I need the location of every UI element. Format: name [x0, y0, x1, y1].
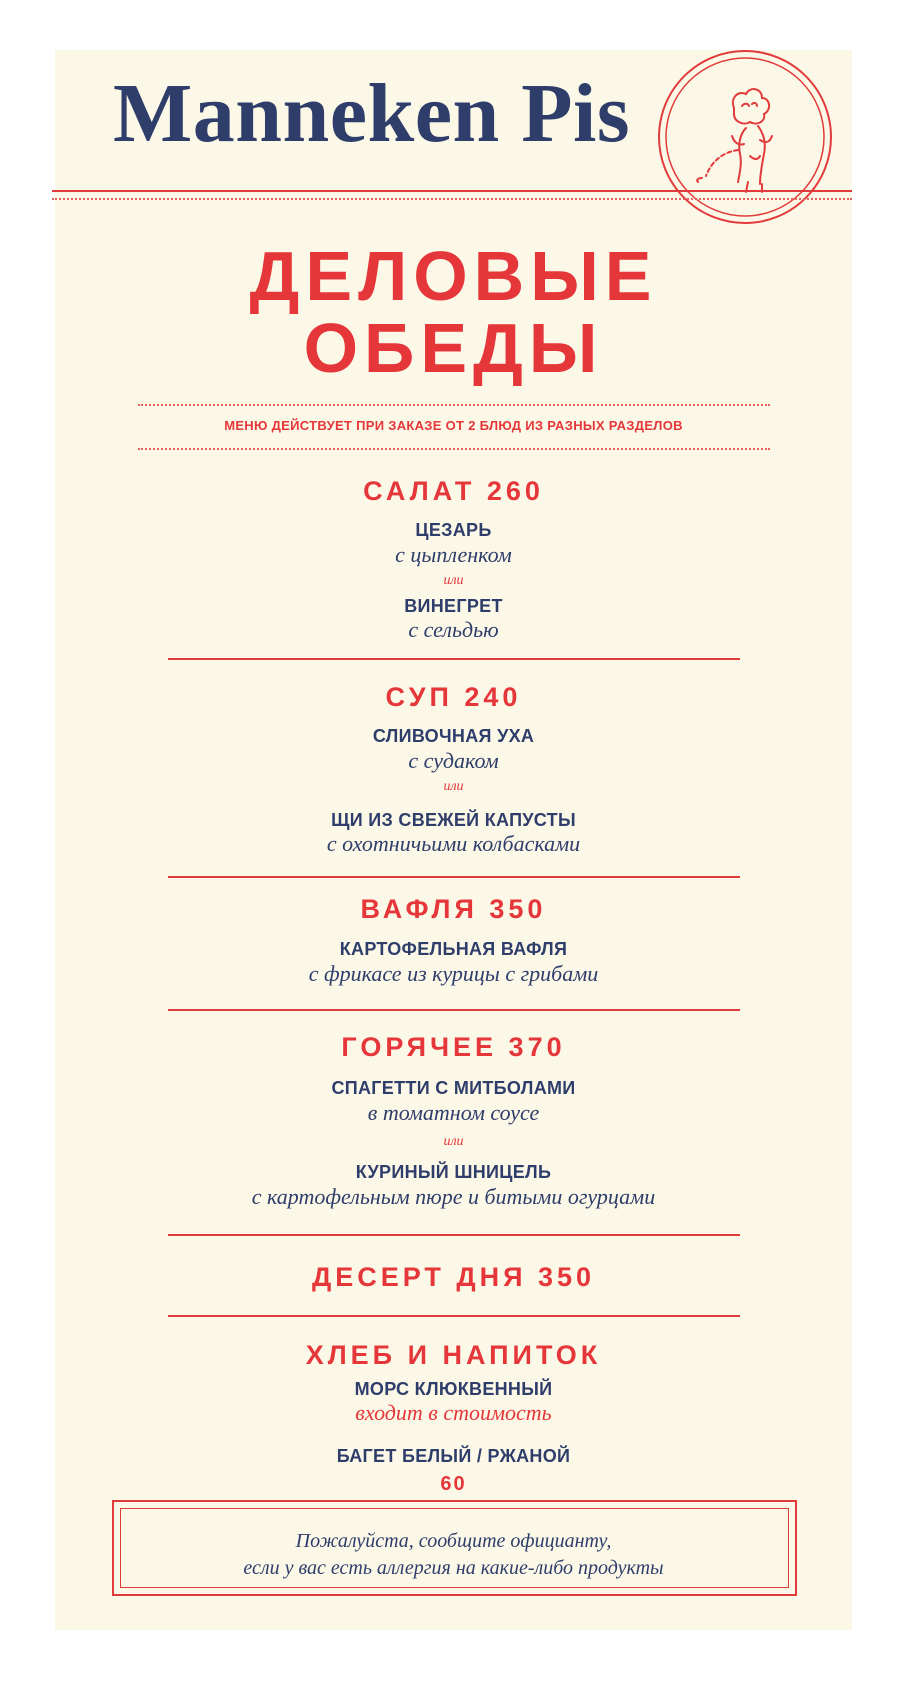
bread-price: 60: [440, 1473, 467, 1495]
header-dotted-rule: [52, 198, 852, 200]
dish-name: СЛИВОЧНАЯ УХА: [372, 726, 535, 746]
drink-description: входит в стоимость: [355, 1400, 552, 1425]
section-title-salad: САЛАТ 260: [363, 476, 544, 506]
manneken-pis-statue-icon: [654, 46, 836, 228]
dish-name: ВИНЕГРЕТ: [404, 596, 503, 616]
section-divider: [168, 658, 740, 660]
headline-line-2: ОБЕДЫ: [303, 309, 604, 387]
dish-name: КАРТОФЕЛЬНАЯ ВАФЛЯ: [339, 939, 568, 959]
order-condition-note: МЕНЮ ДЕЙСТВУЕТ ПРИ ЗАКАЗЕ ОТ 2 БЛЮД ИЗ РАЗНЫХ РАЗДЕЛОВ: [224, 418, 683, 433]
allergy-notice-line-1: Пожалуйста, сообщите официанту,: [295, 1530, 612, 1552]
dish-description: с сельдью: [408, 617, 499, 642]
section-divider: [168, 1009, 740, 1011]
menu-headline: [0, 237, 907, 387]
drink-name: МОРС КЛЮКВЕННЫЙ: [354, 1379, 553, 1399]
section-title-hot: ГОРЯЧЕЕ 370: [341, 1032, 566, 1062]
dish-name: КУРИНЫЙ ШНИЦЕЛЬ: [355, 1162, 552, 1182]
dish-description: с судаком: [408, 748, 499, 773]
bread-name: БАГЕТ БЕЛЫЙ / РЖАНОЙ: [336, 1446, 571, 1466]
dish-description: в томатном соусе: [367, 1100, 540, 1125]
dish-name: СПАГЕТТИ С МИТБОЛАМИ: [331, 1078, 576, 1098]
note-dotted-bottom: [138, 448, 770, 450]
section-title-waffle: ВАФЛЯ 350: [360, 894, 547, 924]
section-title-soup: СУП 240: [385, 682, 522, 712]
or-label: или: [443, 779, 464, 794]
dish-name: ЦЕЗАРЬ: [415, 520, 492, 540]
brand-title: Manneken Pis: [113, 67, 631, 160]
section-title-bread-drink: ХЛЕБ И НАПИТОК: [305, 1340, 602, 1370]
section-divider: [168, 1315, 740, 1317]
dish-description: с цыпленком: [395, 542, 512, 567]
headline-line-1: ДЕЛОВЫЕ: [249, 237, 658, 315]
or-label: или: [443, 1134, 464, 1149]
note-dotted-top: [138, 404, 770, 406]
section-title-dessert: ДЕСЕРТ ДНЯ 350: [311, 1262, 596, 1292]
or-label: или: [443, 573, 464, 588]
allergy-notice-line-2: если у вас есть аллергия на какие-либо продукты: [243, 1557, 664, 1579]
section-divider: [168, 1234, 740, 1236]
dish-description: с картофельным пюре и битыми огурцами: [251, 1184, 656, 1209]
dish-description: с фрикасе из курицы с грибами: [308, 961, 599, 986]
section-divider: [168, 876, 740, 878]
dish-name: ЩИ ИЗ СВЕЖЕЙ КАПУСТЫ: [331, 810, 576, 830]
dish-description: с охотничьими колбасками: [326, 831, 581, 856]
header-rule: [52, 190, 852, 192]
